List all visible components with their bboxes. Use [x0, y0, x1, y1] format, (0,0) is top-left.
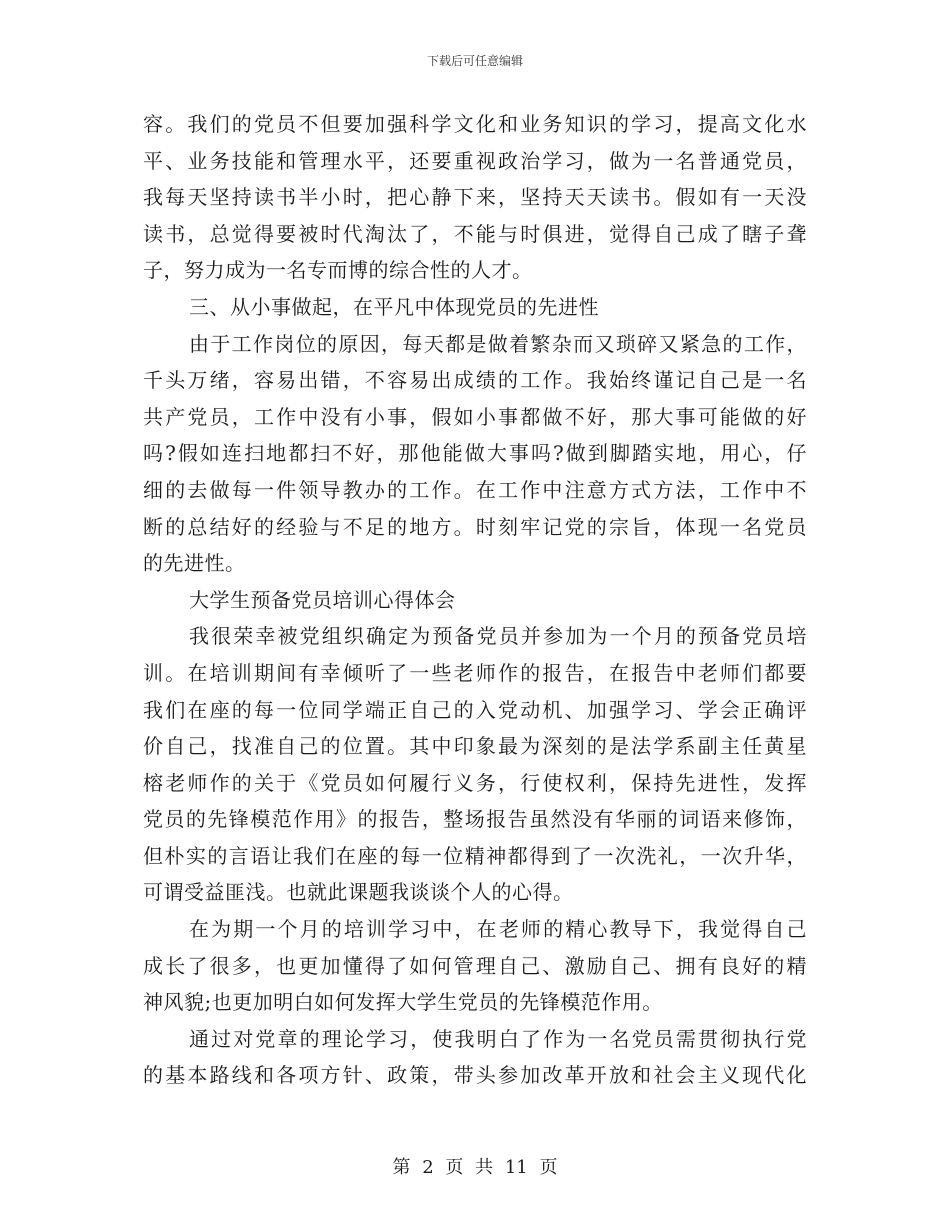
text-line: 容。我们的党员不但要加强科学文化和业务知识的学习，提高文化水	[143, 112, 807, 136]
text-line: 成长了很多，也更加懂得了如何管理自己、激励自己、拥有良好的精	[143, 953, 807, 978]
text-line: 在为期一个月的培训学习中，在老师的精心教导下，我觉得自己	[189, 917, 807, 942]
page-number-footer: 第 2 页 共 11 页	[392, 1157, 558, 1178]
text-line: 榕老师作的关于《党员如何履行义务，行使权利，保持先进性，发挥	[143, 770, 807, 795]
text-line: 的基本路线和各项方针、政策，带头参加改革开放和社会主义现代化	[143, 1063, 807, 1088]
text-line: 通过对党章的理论学习，使我明白了作为一名党员需贯彻执行党	[189, 1026, 807, 1051]
text-line: 断的总结好的经验与不足的地方。时刻牢记党的宗旨，体现一名党员	[143, 514, 807, 539]
text-line: 神风貌;也更加明白如何发挥大学生党员的先锋模范作用。	[143, 990, 663, 1015]
text-line: 吗?假如连扫地都扫不好，那他能做大事吗?做到脚踏实地，用心，仔	[143, 441, 807, 466]
section-heading: 三、从小事做起，在平凡中体现党员的先进性	[189, 294, 599, 319]
text-line: 由于工作岗位的原因，每天都是做着繁杂而又琐碎又紧急的工作，	[189, 331, 807, 356]
text-line: 共产党员，工作中没有小事，假如小事都做不好，那大事可能做的好	[143, 404, 807, 429]
text-line: 我们在座的每一位同学端正自己的入党动机、加强学习、学会正确评	[143, 697, 807, 722]
article-title: 大学生预备党员培训心得体会	[189, 587, 456, 612]
page-header: 下载后可任意编辑	[426, 54, 523, 68]
text-line: 子，努力成为一名专而博的综合性的人才。	[143, 258, 533, 283]
text-line: 我每天坚持读书半小时，把心静下来，坚持天天读书。假如有一天没	[143, 185, 807, 210]
text-line: 平、业务技能和管理水平，还要重视政治学习，做为一名普通党员，	[143, 148, 807, 173]
text-line: 但朴实的言语让我们在座的每一位精神都得到了一次洗礼，一次升华，	[143, 843, 807, 868]
text-line: 党员的先锋模范作用》的报告，整场报告虽然没有华丽的词语来修饰，	[143, 807, 807, 832]
text-line: 千头万绪，容易出错，不容易出成绩的工作。我始终谨记自己是一名	[143, 368, 807, 393]
text-line: 读书，总觉得要被时代淘汰了，不能与时俱进，觉得自己成了瞎子聋	[143, 221, 807, 246]
text-line: 的先进性。	[143, 551, 246, 576]
text-line: 可谓受益匪浅。也就此课题我谈谈个人的心得。	[143, 880, 574, 905]
document-body	[143, 106, 807, 1094]
text-line: 训。在培训期间有幸倾听了一些老师作的报告，在报告中老师们都要	[143, 660, 807, 685]
text-line: 细的去做每一件领导教办的工作。在工作中注意方式方法，工作中不	[143, 477, 807, 502]
text-line: 我很荣幸被党组织确定为预备党员并参加为一个月的预备党员培	[189, 624, 807, 649]
text-line: 价自己，找准自己的位置。其中印象最为深刻的是法学系副主任黄星	[143, 734, 807, 759]
